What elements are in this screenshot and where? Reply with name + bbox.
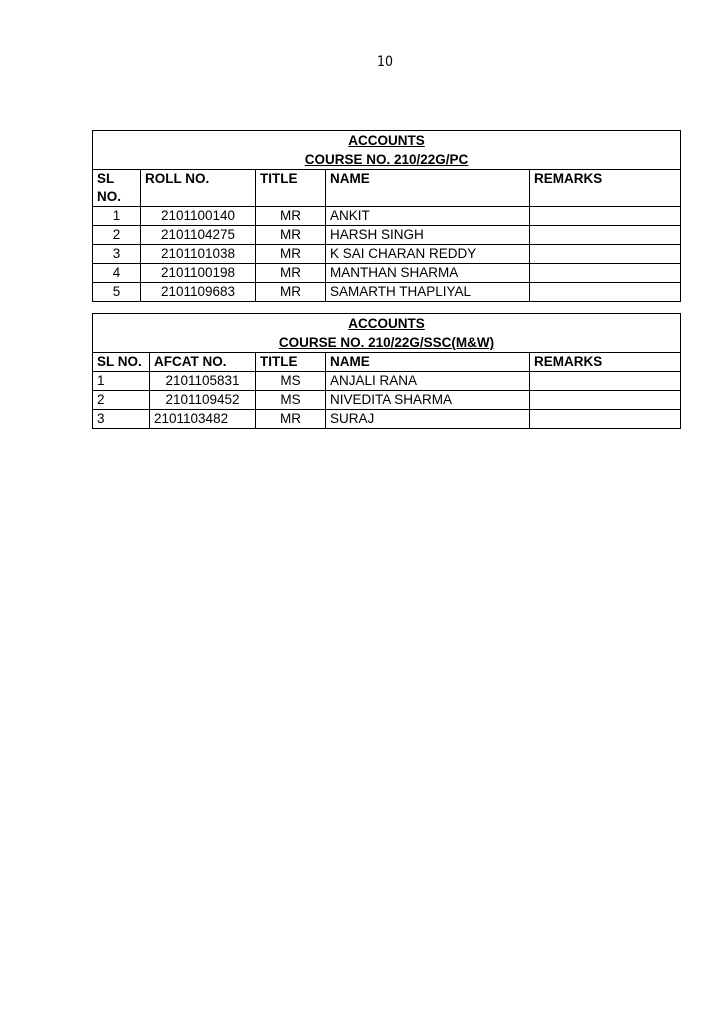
name-cell: K SAI CHARAN REDDY	[326, 245, 530, 264]
roll-cell: 2101101038	[141, 245, 256, 264]
remarks-cell	[530, 283, 681, 302]
sl-header: SL NO.	[93, 353, 150, 372]
table-caption	[93, 131, 681, 170]
accounts-pc-table	[92, 130, 681, 302]
roll-cell: 2101104275	[141, 226, 256, 245]
remarks-header: REMARKS	[530, 170, 681, 207]
table-row	[93, 372, 681, 391]
accounts-ssc-table	[92, 313, 681, 429]
title-cell: MR	[256, 283, 326, 302]
remarks-cell	[530, 264, 681, 283]
header-row	[93, 170, 681, 207]
title-cell: MS	[256, 391, 326, 410]
title-header: TITLE	[256, 353, 326, 372]
name-header: NAME	[326, 353, 530, 372]
name-cell: ANJALI RANA	[326, 372, 530, 391]
remarks-cell	[530, 410, 681, 429]
remarks-header: REMARKS	[530, 353, 681, 372]
remarks-cell	[530, 207, 681, 226]
header-row	[93, 353, 681, 372]
table-row	[93, 245, 681, 264]
table-row	[93, 410, 681, 429]
afcat-cell: 2101105831	[150, 372, 256, 391]
sl-cell: 1	[93, 372, 150, 391]
afcat-header: AFCAT NO.	[150, 353, 256, 372]
title-header: TITLE	[256, 170, 326, 207]
table-row	[93, 283, 681, 302]
table-row	[93, 207, 681, 226]
roll-header: ROLL NO.	[141, 170, 256, 207]
title-cell: MR	[256, 264, 326, 283]
title-cell: MR	[256, 245, 326, 264]
sl-cell: 3	[93, 410, 150, 429]
remarks-cell	[530, 245, 681, 264]
name-cell: HARSH SINGH	[326, 226, 530, 245]
name-cell: MANTHAN SHARMA	[326, 264, 530, 283]
sl-cell: 2	[93, 391, 150, 410]
table-row	[93, 391, 681, 410]
course-title: COURSE NO. 210/22G/SSC(M&W)	[278, 335, 495, 350]
remarks-cell	[530, 391, 681, 410]
sl-cell: 5	[93, 283, 141, 302]
title-cell: MR	[256, 226, 326, 245]
roll-cell: 2101109683	[141, 283, 256, 302]
sl-header: SL NO.	[93, 170, 141, 207]
department-title: ACCOUNTS	[348, 316, 425, 331]
remarks-cell	[530, 226, 681, 245]
title-cell: MR	[256, 207, 326, 226]
name-cell: SURAJ	[326, 410, 530, 429]
afcat-cell: 2101103482	[150, 410, 256, 429]
name-cell: SAMARTH THAPLIYAL	[326, 283, 530, 302]
sl-cell: 1	[93, 207, 141, 226]
table-row	[93, 226, 681, 245]
page-number: 10	[376, 54, 394, 70]
table-caption	[93, 314, 681, 353]
roll-cell: 2101100198	[141, 264, 256, 283]
title-cell: MS	[256, 372, 326, 391]
table-row	[93, 264, 681, 283]
name-header: NAME	[326, 170, 530, 207]
sl-cell: 4	[93, 264, 141, 283]
roll-cell: 2101100140	[141, 207, 256, 226]
department-title: ACCOUNTS	[348, 133, 425, 148]
sl-cell: 2	[93, 226, 141, 245]
name-cell: ANKIT	[326, 207, 530, 226]
remarks-cell	[530, 372, 681, 391]
afcat-cell: 2101109452	[150, 391, 256, 410]
title-cell: MR	[256, 410, 326, 429]
course-title: COURSE NO. 210/22G/PC	[304, 152, 469, 167]
name-cell: NIVEDITA SHARMA	[326, 391, 530, 410]
sl-cell: 3	[93, 245, 141, 264]
